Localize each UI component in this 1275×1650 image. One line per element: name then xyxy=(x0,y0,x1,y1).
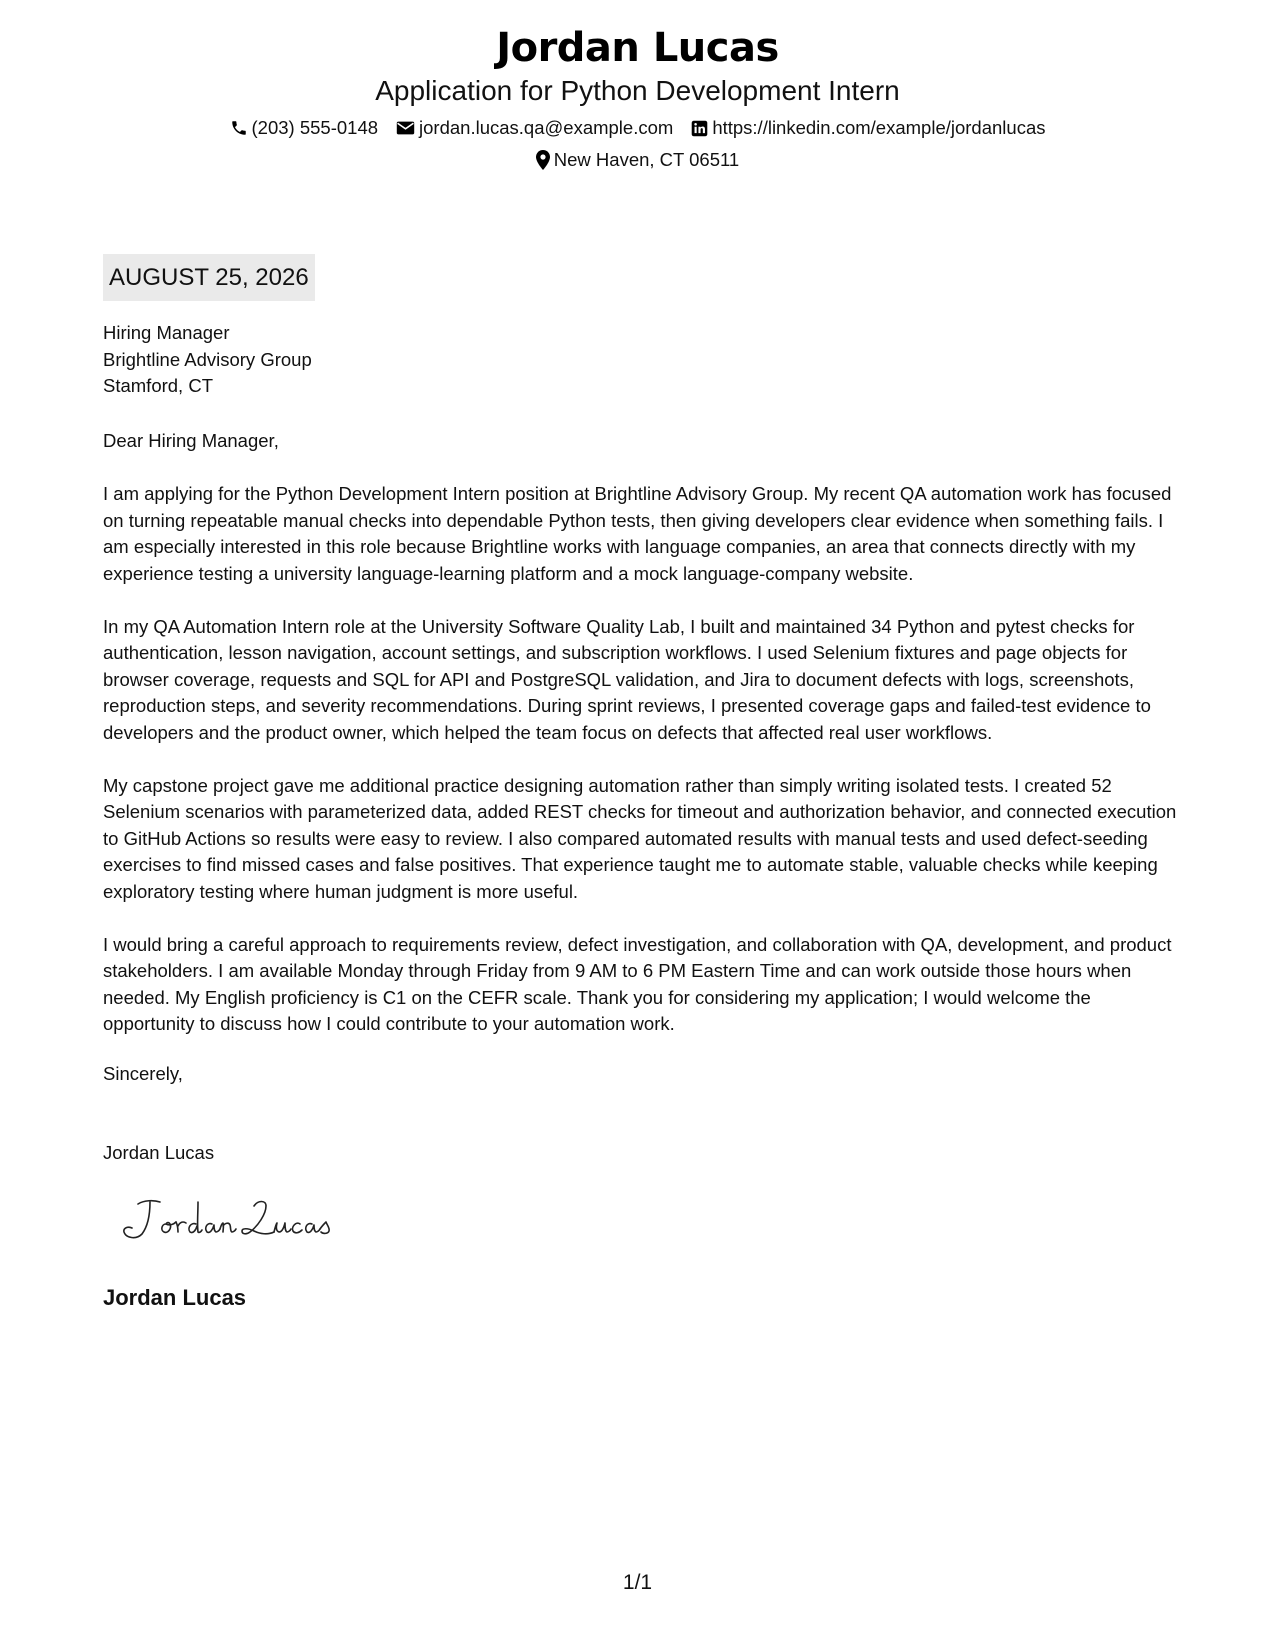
phone-number: (203) 555-0148 xyxy=(251,117,379,138)
location-text: New Haven, CT 06511 xyxy=(553,149,740,170)
letter-body xyxy=(103,428,1183,1064)
body-paragraph: I would bring a careful approach to requirements review, defect investigation, and collaboration with QA, development, and product stakeholders. I am available Monday through Friday from 9 AM to 6 PM Eastern Time and can work outside those hours when needed. My English proficiency is C1 on the CEFR scale. Thank you for considering my application; I would welcome the opportunity to discuss how I could contribute to your automation work. xyxy=(103,933,1172,1034)
letter-header xyxy=(0,22,1275,172)
email-address[interactable]: jordan.lucas.qa@example.com xyxy=(419,117,674,138)
letter-date: AUGUST 25, 2026 xyxy=(103,254,315,301)
signature-name: Jordan Lucas xyxy=(103,1285,247,1310)
closing: Sincerely, xyxy=(103,1063,183,1084)
typed-name: Jordan Lucas xyxy=(103,1142,215,1163)
handwritten-signature xyxy=(120,1190,350,1250)
applicant-name: Jordan Lucas xyxy=(496,25,779,71)
body-paragraph: My capstone project gave me additional practice designing automation rather than simply writing isolated tests. I created 52 Selenium scenarios with parameterized data, added REST checks for timeout and authorization behavior, and connected execution to GitHub Actions so results were easy to review. I also compared automated results with manual tests and used defect-seeding exercises to find missed cases and false positives. That experience taught me to automate stable, valuable checks while keeping exploratory testing where human judgment is more useful. xyxy=(103,774,1177,902)
envelope-icon xyxy=(396,120,415,136)
recipient-block xyxy=(103,320,312,400)
body-paragraph: In my QA Automation Intern role at the University Software Quality Lab, I built and maintained 34 Python and pytest checks for authentication, lesson navigation, account settings, and subscription workflows. I used Selenium fixtures and page objects for browser coverage, requests and SQL for API and PostgreSQL validation, and Jira to document defects with logs, screenshots, reproduction steps, and severity recommendations. During sprint reviews, I presented coverage gaps and failed-test evidence to developers and the product owner, which helped the team focus on defects that affected real user workflows. xyxy=(103,615,1151,743)
recipient-company: Brightline Advisory Group xyxy=(103,348,312,370)
map-pin-icon xyxy=(536,150,550,170)
page-number: 1/1 xyxy=(622,1571,653,1594)
linkedin-url[interactable]: https://linkedin.com/example/jordanlucas xyxy=(712,117,1046,138)
recipient-title: Hiring Manager xyxy=(103,322,230,343)
salutation: Dear Hiring Manager, xyxy=(103,430,279,451)
location-row xyxy=(0,148,1275,172)
phone-contact xyxy=(230,116,379,140)
location-contact xyxy=(536,148,739,172)
linkedin-contact[interactable] xyxy=(691,116,1045,140)
linkedin-icon xyxy=(691,120,708,137)
contact-row xyxy=(0,116,1275,140)
email-contact[interactable] xyxy=(396,116,673,140)
recipient-city: Stamford, CT xyxy=(103,375,213,396)
phone-icon xyxy=(230,119,248,137)
body-paragraph: I am applying for the Python Development Intern position at Brightline Advisory Group. My recent QA automation work has focused on turning repeatable manual checks into dependable Python tests, then giving developers clear evidence when something fails. I am especially interested in this role because Brightline works with language companies, an area that connects directly with my experience testing a university language-learning platform and a mock language-company website. xyxy=(103,483,1172,584)
application-title: Application for Python Development Intern xyxy=(375,75,900,106)
